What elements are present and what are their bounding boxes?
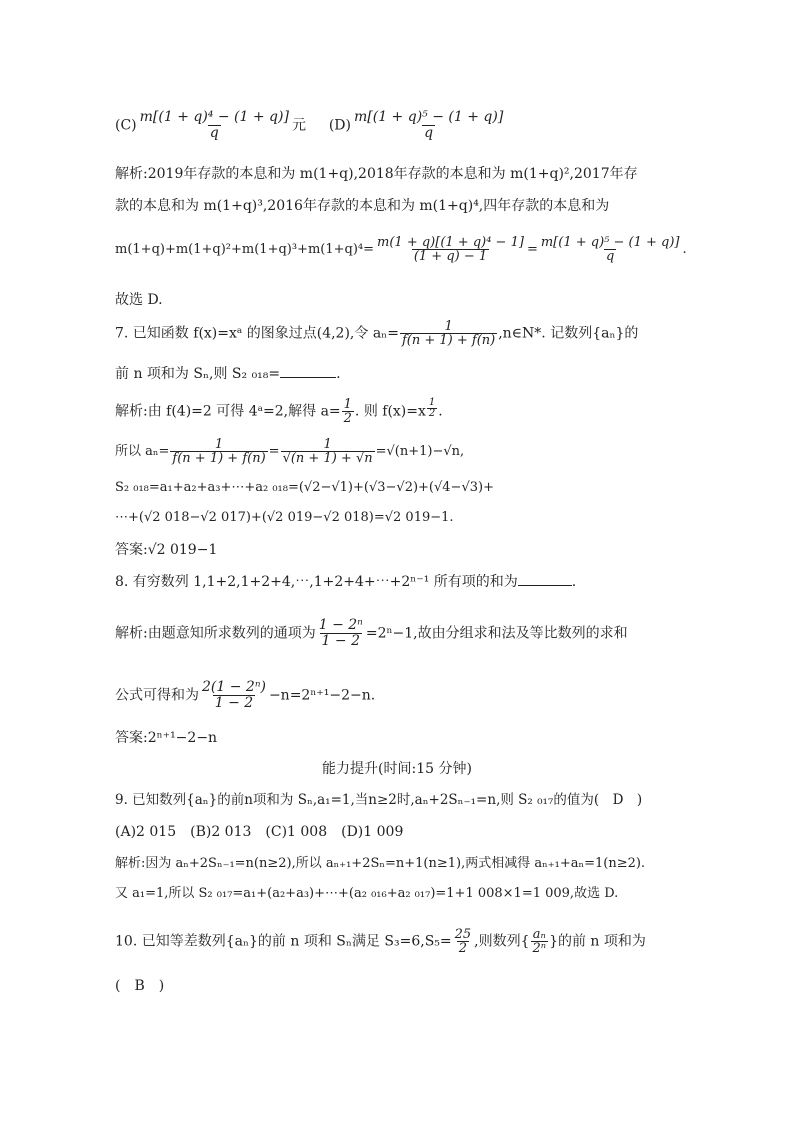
answer-blank	[280, 365, 336, 378]
period: .	[438, 403, 443, 420]
numerator: 1	[428, 397, 436, 408]
denominator: 2	[458, 941, 468, 956]
denominator: f(n + 1) + f(n)	[172, 451, 266, 466]
denominator: 1 − 2	[321, 633, 360, 649]
denominator: (1 + q) − 1	[413, 249, 488, 264]
sequence-fraction	[531, 928, 549, 955]
answer-blank	[518, 573, 572, 586]
q8-solution-line2	[115, 680, 375, 711]
stem-text-b: ,则数列{	[474, 933, 530, 950]
numerator: 1 − 2ⁿ	[318, 617, 363, 633]
q7-so-line	[115, 438, 464, 465]
sum-expression: m(1+q)+m(1+q)²+m(1+q)³+m(1+q)⁴=	[115, 242, 375, 257]
section-title: 能力提升(时间:15 分钟)	[322, 761, 472, 777]
stem-text-b: ,n∈N*. 记数列{aₙ}的	[498, 325, 639, 342]
q7-stem-line2	[115, 364, 341, 384]
q8-answer: 答案:2ⁿ⁺¹−2−n	[115, 730, 218, 746]
stem-text: 8. 有穷数列 1,1+2,1+2+4,⋯,1+2+4+⋯+2ⁿ⁻¹ 所有项的和为	[115, 574, 518, 590]
exponent-fraction	[427, 398, 437, 419]
solution-text-b: . 则 f(x)=x	[354, 403, 426, 420]
numerator: 1	[343, 397, 352, 412]
denominator: f(n + 1) + f(n)	[401, 333, 496, 348]
so-end-text: =√(n+1)−√n,	[375, 444, 465, 459]
q7-sum-line1: S₂ ₀₁₈=a₁+a₂+a₃+⋯+a₂ ₀₁₈=(√2−√1)+(√3−√2)+(√4−√3)+	[115, 480, 494, 495]
q9-solution-line1: 解析:因为 aₙ+2Sₙ₋₁=n(n≥2),所以 aₙ₊₁+2Sₙ=n+1(n≥1),两式相减得 aₙ₊₁+aₙ=1(n≥2).	[115, 856, 646, 871]
general-term-fraction	[317, 618, 365, 649]
solution-fraction-1	[375, 236, 526, 263]
q10-answer: ( B )	[115, 978, 165, 994]
q9-options: (A)2 015 (B)2 013 (C)1 008 (D)1 009	[115, 824, 404, 840]
stem-text: 7. 已知函数 f(x)=xᵃ 的图象过点(4,2),令 aₙ=	[115, 325, 399, 342]
solution-text-b: −n=2ⁿ⁺¹−2−n.	[268, 687, 376, 704]
q7-answer: 答案:√2 019−1	[115, 542, 218, 558]
numerator: 25	[454, 927, 472, 942]
denominator: √(n + 1) + √n	[282, 451, 373, 466]
stem-line2-text: 前 n 项和为 Sₙ,则 S₂ ₀₁₈=	[115, 366, 281, 382]
option-c-label: (C)	[115, 117, 137, 134]
denominator: 2ⁿ	[532, 941, 547, 956]
period: .	[682, 242, 687, 257]
option-c-unit: 元	[291, 117, 306, 134]
q9-stem: 9. 已知数列{aₙ}的前n项和为 Sₙ,a₁=1,当n≥2时,aₙ+2Sₙ₋₁=n,则 S₂ ₀₁₇的值为( D )	[115, 792, 643, 808]
denominator: q	[606, 249, 615, 264]
q6-solution-line1: 解析:2019年存款的本息和为 m(1+q),2018年存款的本息和为 m(1+q)²,2017年存	[115, 166, 638, 182]
option-d-label: (D)	[328, 117, 351, 134]
so-fraction-2	[281, 438, 375, 465]
equals: =	[268, 444, 280, 459]
denominator: 2	[428, 408, 436, 419]
numerator: aₙ	[532, 927, 546, 942]
solution-text: 解析:由题意知所求数列的通项为	[115, 625, 316, 642]
q7-sum-line2: ⋯+(√2 018−√2 017)+(√2 019−√2 018)=√2 019−1.	[115, 510, 454, 525]
option-d-fraction	[352, 110, 505, 141]
denominator: 2	[343, 411, 352, 426]
denominator: q	[424, 125, 434, 141]
solution-text: 解析:由 f(4)=2 可得 4ᵃ=2,解得 a=	[115, 403, 341, 420]
numerator: m[(1 + q)⁵ − (1 + q)]	[354, 109, 504, 125]
numerator: m[(1 + q)⁵ − (1 + q)]	[540, 235, 680, 250]
solution-fraction-2	[539, 236, 682, 263]
numerator: m(1 + q)[(1 + q)⁴ − 1]	[377, 235, 524, 250]
denominator: 1 − 2	[214, 695, 254, 711]
option-c-fraction	[138, 110, 291, 141]
q7-stem	[115, 320, 638, 347]
sum-fraction	[200, 680, 268, 711]
numerator: 1	[323, 437, 332, 452]
q10-stem	[115, 928, 646, 955]
denominator: q	[209, 125, 219, 141]
s5-fraction	[453, 928, 474, 955]
numerator: 1	[214, 437, 224, 452]
numerator: m[(1 + q)⁴ − (1 + q)]	[139, 109, 289, 125]
half-fraction	[342, 398, 354, 425]
q6-conclusion: 故选 D.	[115, 292, 163, 308]
period: .	[336, 366, 341, 382]
solution-text: 公式可得和为	[115, 687, 199, 704]
q6-solution-line3	[115, 236, 687, 263]
q8-stem	[115, 572, 576, 592]
q6-options	[115, 110, 506, 141]
q7-solution	[115, 398, 443, 425]
q6-solution-line2: 款的本息和为 m(1+q)³,2016年存款的本息和为 m(1+q)⁴,四年存款的本息和为	[115, 198, 610, 214]
so-fraction-1	[170, 438, 267, 465]
numerator: 1	[444, 319, 453, 334]
q8-solution-line1	[115, 618, 628, 649]
stem-text-c: }的前 n 项和为	[549, 933, 646, 950]
stem-text: 10. 已知等差数列{aₙ}的前 n 项和 Sₙ满足 S₃=6,S₅=	[115, 933, 452, 950]
period: .	[571, 574, 577, 590]
numerator: 2(1 − 2ⁿ)	[202, 679, 266, 695]
stem-fraction	[400, 320, 497, 347]
solution-text-b: =2ⁿ−1,故由分组求和法及等比数列的求和	[365, 625, 628, 642]
equals: =	[526, 242, 538, 257]
q9-solution-line2: 又 a₁=1,所以 S₂ ₀₁₇=a₁+(a₂+a₃)+⋯+(a₂ ₀₁₆+a₂ ₀₁₇)=1+1 008×1=1 009,故选 D.	[115, 886, 619, 901]
so-text: 所以 aₙ=	[115, 444, 170, 459]
